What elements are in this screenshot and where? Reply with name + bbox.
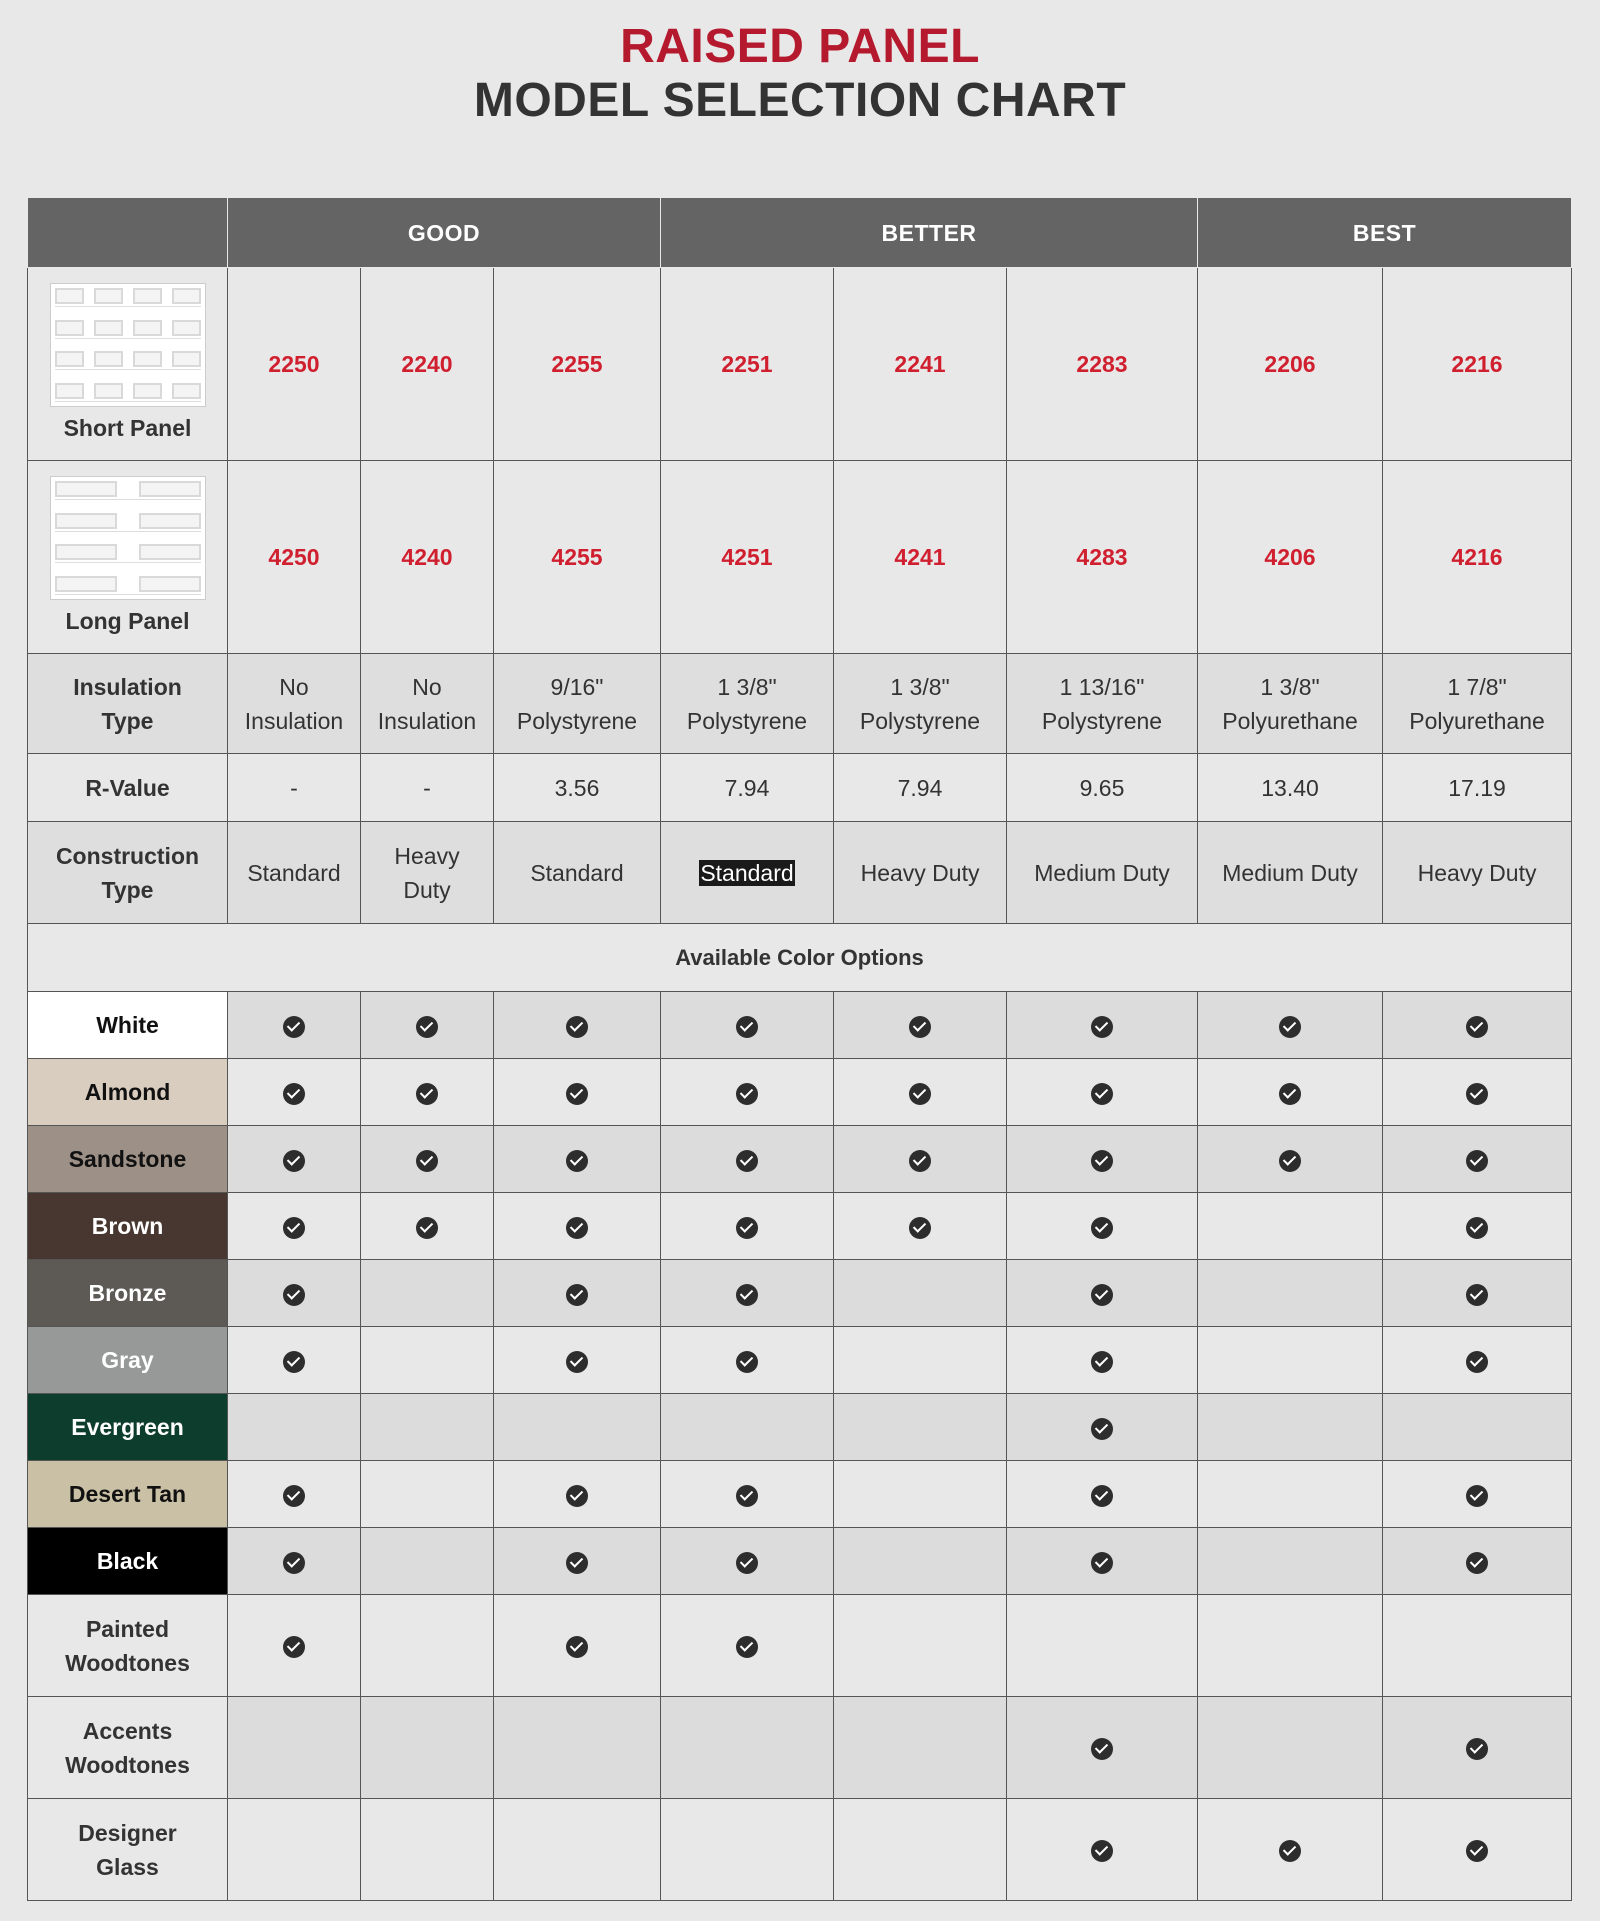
spec-value <box>361 654 494 754</box>
spec-value-text: Polystyrene <box>859 707 981 734</box>
availability-cell <box>361 1697 494 1799</box>
color-swatch <box>28 1193 228 1260</box>
spec-value-text: Standard <box>247 859 341 886</box>
spec-value <box>1007 654 1198 754</box>
spec-value-text: 7.94 <box>897 774 943 801</box>
availability-cell <box>228 1799 361 1901</box>
spec-value <box>494 822 661 924</box>
spec-value-text: 9.65 <box>1079 774 1125 801</box>
check-circle-icon <box>416 1016 438 1038</box>
availability-cell <box>661 1799 834 1901</box>
check-circle-icon <box>1091 1418 1113 1440</box>
availability-cell <box>834 1394 1007 1461</box>
check-circle-icon <box>736 1485 758 1507</box>
check-circle-icon <box>909 1217 931 1239</box>
spec-value-text: Heavy Duty <box>1417 859 1537 886</box>
availability-cell <box>1383 1327 1572 1394</box>
check-circle-icon <box>1466 1840 1488 1862</box>
availability-cell <box>494 1595 661 1697</box>
check-circle-icon <box>736 1016 758 1038</box>
spec-label-text: Type <box>101 876 154 903</box>
check-circle-icon <box>283 1284 305 1306</box>
availability-cell <box>228 1059 361 1126</box>
availability-cell <box>1007 1059 1198 1126</box>
spec-label <box>28 822 228 924</box>
availability-cell <box>1383 1059 1572 1126</box>
chart-title <box>0 0 1600 175</box>
availability-cell <box>228 992 361 1059</box>
check-circle-icon <box>283 1016 305 1038</box>
spec-value-text: 1 3/8" <box>1260 673 1320 700</box>
availability-cell <box>494 1528 661 1595</box>
spec-value-text: 9/16" <box>550 673 604 700</box>
spec-value <box>494 654 661 754</box>
model-number[interactable]: 4250 <box>228 461 361 654</box>
spec-value <box>228 654 361 754</box>
availability-cell <box>1007 1528 1198 1595</box>
availability-cell <box>1198 1059 1383 1126</box>
check-circle-icon <box>566 1636 588 1658</box>
availability-cell <box>661 1126 834 1193</box>
spec-value-text: Polyurethane <box>1222 707 1358 734</box>
color-name: Gray <box>101 1347 154 1373</box>
color-row <box>28 1327 1572 1394</box>
availability-cell <box>494 1394 661 1461</box>
spec-value <box>1383 754 1572 822</box>
spec-row <box>28 654 1572 754</box>
availability-cell <box>834 1697 1007 1799</box>
spec-value-text: Polystyrene <box>516 707 638 734</box>
spec-value-text: 1 3/8" <box>890 673 950 700</box>
color-row <box>28 1059 1572 1126</box>
model-selection-table <box>27 197 1572 1901</box>
color-row <box>28 1697 1572 1799</box>
check-circle-icon <box>566 1351 588 1373</box>
availability-cell <box>228 1327 361 1394</box>
color-name: Bronze <box>88 1280 167 1306</box>
spec-value-text: 1 13/16" <box>1059 673 1145 700</box>
spec-value-text: Polystyrene <box>686 707 808 734</box>
spec-value-text: Polyurethane <box>1409 707 1545 734</box>
short-panel-image <box>50 283 206 407</box>
model-number[interactable]: 2250 <box>228 268 361 461</box>
color-swatch <box>28 1327 228 1394</box>
title-line-1: RAISED PANEL <box>620 20 980 73</box>
model-number[interactable]: 2206 <box>1198 268 1383 461</box>
spec-value-text: No <box>412 673 442 700</box>
check-circle-icon <box>416 1150 438 1172</box>
check-circle-icon <box>1091 1150 1113 1172</box>
model-number[interactable]: 4206 <box>1198 461 1383 654</box>
availability-cell <box>661 992 834 1059</box>
availability-cell <box>1383 1394 1572 1461</box>
availability-cell <box>1198 1193 1383 1260</box>
check-circle-icon <box>1279 1083 1301 1105</box>
spec-value <box>834 654 1007 754</box>
check-circle-icon <box>1091 1217 1113 1239</box>
availability-cell <box>228 1461 361 1528</box>
availability-cell <box>834 1528 1007 1595</box>
spec-value-text: 1 7/8" <box>1447 673 1507 700</box>
spec-value-text: Duty <box>403 876 451 903</box>
check-circle-icon <box>1466 1284 1488 1306</box>
check-circle-icon <box>736 1552 758 1574</box>
availability-cell <box>1383 1461 1572 1528</box>
spec-value-text: 17.19 <box>1448 774 1506 801</box>
availability-cell <box>494 1461 661 1528</box>
availability-cell <box>361 1193 494 1260</box>
color-name: Accents <box>82 1717 173 1744</box>
tier-header-row <box>28 198 1572 268</box>
check-circle-icon <box>1091 1284 1113 1306</box>
availability-cell <box>1007 1697 1198 1799</box>
spec-label-text: Insulation <box>73 673 182 700</box>
availability-cell <box>228 1528 361 1595</box>
availability-cell <box>1007 1799 1198 1901</box>
availability-cell <box>361 1126 494 1193</box>
check-circle-icon <box>736 1636 758 1658</box>
availability-cell <box>1007 1327 1198 1394</box>
tier-header-good: GOOD <box>228 198 661 268</box>
spec-value <box>661 654 834 754</box>
availability-cell <box>361 1327 494 1394</box>
spec-label <box>28 754 228 822</box>
color-swatch <box>28 1059 228 1126</box>
availability-cell <box>228 1595 361 1697</box>
availability-cell <box>1198 1327 1383 1394</box>
color-row <box>28 1260 1572 1327</box>
spec-value <box>1383 822 1572 924</box>
availability-cell <box>1007 1394 1198 1461</box>
check-circle-icon <box>909 1083 931 1105</box>
availability-cell <box>1007 1126 1198 1193</box>
spec-value <box>228 754 361 822</box>
model-number[interactable]: 4216 <box>1383 461 1572 654</box>
check-circle-icon <box>1279 1840 1301 1862</box>
check-circle-icon <box>1466 1485 1488 1507</box>
check-circle-icon <box>283 1351 305 1373</box>
availability-cell <box>361 1461 494 1528</box>
color-name: Brown <box>91 1213 164 1239</box>
model-number[interactable]: 4241 <box>834 461 1007 654</box>
availability-cell <box>361 1528 494 1595</box>
model-number[interactable]: 4283 <box>1007 461 1198 654</box>
spec-value <box>1007 822 1198 924</box>
spec-value <box>361 822 494 924</box>
spec-value <box>1198 754 1383 822</box>
check-circle-icon <box>1091 1840 1113 1862</box>
color-name: Evergreen <box>71 1414 184 1440</box>
check-circle-icon <box>736 1083 758 1105</box>
availability-cell <box>361 1394 494 1461</box>
check-circle-icon <box>1466 1217 1488 1239</box>
availability-cell <box>1383 1799 1572 1901</box>
availability-cell <box>661 1528 834 1595</box>
availability-cell <box>361 1059 494 1126</box>
check-circle-icon <box>1091 1738 1113 1760</box>
check-circle-icon <box>1466 1083 1488 1105</box>
check-circle-icon <box>283 1083 305 1105</box>
spec-value-text: Heavy Duty <box>860 859 980 886</box>
color-swatch <box>28 992 228 1059</box>
availability-cell <box>1007 992 1198 1059</box>
long-panel-image <box>50 476 206 600</box>
model-number[interactable]: 4251 <box>661 461 834 654</box>
availability-cell <box>834 1193 1007 1260</box>
spec-label <box>28 654 228 754</box>
color-row <box>28 1394 1572 1461</box>
availability-cell <box>1198 1394 1383 1461</box>
check-circle-icon <box>1466 1738 1488 1760</box>
long-panel-head <box>28 461 228 654</box>
spec-label-text: Construction <box>55 842 200 869</box>
color-row <box>28 992 1572 1059</box>
highlighted-text: Standard <box>700 859 794 886</box>
availability-cell <box>834 992 1007 1059</box>
color-swatch <box>28 1394 228 1461</box>
check-circle-icon <box>736 1217 758 1239</box>
check-circle-icon <box>283 1636 305 1658</box>
availability-cell <box>834 1126 1007 1193</box>
color-row <box>28 1595 1572 1697</box>
check-circle-icon <box>566 1217 588 1239</box>
color-name: Painted <box>85 1615 170 1642</box>
spec-row <box>28 754 1572 822</box>
availability-cell <box>661 1595 834 1697</box>
color-name: Black <box>96 1548 159 1574</box>
availability-cell <box>661 1260 834 1327</box>
color-swatch <box>28 1799 228 1901</box>
spec-value-text: Insulation <box>377 707 477 734</box>
model-number[interactable]: 2283 <box>1007 268 1198 461</box>
spec-label-text: Type <box>101 707 154 734</box>
model-number[interactable]: 2216 <box>1383 268 1572 461</box>
spec-value <box>1007 754 1198 822</box>
availability-cell <box>228 1394 361 1461</box>
availability-cell <box>1383 1528 1572 1595</box>
availability-cell <box>1383 1193 1572 1260</box>
availability-cell <box>1198 1697 1383 1799</box>
availability-cell <box>494 1126 661 1193</box>
availability-cell <box>494 1260 661 1327</box>
check-circle-icon <box>736 1351 758 1373</box>
availability-cell <box>494 1059 661 1126</box>
availability-cell <box>834 1799 1007 1901</box>
color-options-header-row <box>28 924 1572 992</box>
spec-value <box>1383 654 1572 754</box>
availability-cell <box>661 1193 834 1260</box>
check-circle-icon <box>909 1150 931 1172</box>
availability-cell <box>361 1799 494 1901</box>
tier-header-best: BEST <box>1198 198 1572 268</box>
title-line-2: MODEL SELECTION CHART <box>473 74 1127 127</box>
color-name: Almond <box>84 1079 171 1105</box>
availability-cell <box>834 1260 1007 1327</box>
model-number[interactable]: 2255 <box>494 268 661 461</box>
check-circle-icon <box>416 1217 438 1239</box>
check-circle-icon <box>1091 1552 1113 1574</box>
availability-cell <box>834 1461 1007 1528</box>
spec-value <box>834 822 1007 924</box>
check-circle-icon <box>283 1150 305 1172</box>
model-number[interactable]: 4255 <box>494 461 661 654</box>
spec-value-text: - <box>290 774 298 801</box>
color-name: Glass <box>96 1853 159 1880</box>
model-number[interactable]: 4240 <box>361 461 494 654</box>
color-name: Woodtones <box>65 1649 190 1676</box>
check-circle-icon <box>1091 1351 1113 1373</box>
availability-cell <box>1383 1260 1572 1327</box>
availability-cell <box>1007 1595 1198 1697</box>
color-swatch <box>28 1126 228 1193</box>
availability-cell <box>494 1799 661 1901</box>
color-options-heading: Available Color Options <box>28 924 1572 992</box>
check-circle-icon <box>566 1284 588 1306</box>
check-circle-icon <box>1279 1016 1301 1038</box>
availability-cell <box>1383 1126 1572 1193</box>
availability-cell <box>1198 992 1383 1059</box>
check-circle-icon <box>566 1016 588 1038</box>
spec-label-text: R-Value <box>85 774 170 801</box>
color-swatch <box>28 1260 228 1327</box>
color-name: Woodtones <box>65 1751 190 1778</box>
availability-cell <box>1198 1595 1383 1697</box>
check-circle-icon <box>566 1485 588 1507</box>
short-panel-row <box>28 268 1572 461</box>
spec-value <box>1198 822 1383 924</box>
model-number[interactable]: 2240 <box>361 268 494 461</box>
spec-value-text: Insulation <box>244 707 344 734</box>
availability-cell <box>1198 1461 1383 1528</box>
availability-cell <box>661 1059 834 1126</box>
check-circle-icon <box>283 1552 305 1574</box>
availability-cell <box>361 1260 494 1327</box>
spec-value <box>228 822 361 924</box>
color-row <box>28 1461 1572 1528</box>
availability-cell <box>361 992 494 1059</box>
availability-cell <box>1383 992 1572 1059</box>
availability-cell <box>361 1595 494 1697</box>
check-circle-icon <box>416 1083 438 1105</box>
color-row <box>28 1528 1572 1595</box>
spec-value <box>1198 654 1383 754</box>
availability-cell <box>228 1193 361 1260</box>
color-swatch <box>28 1697 228 1799</box>
availability-cell <box>1007 1193 1198 1260</box>
spec-value <box>361 754 494 822</box>
availability-cell <box>1198 1528 1383 1595</box>
tier-header-better: BETTER <box>661 198 1198 268</box>
availability-cell <box>228 1260 361 1327</box>
check-circle-icon <box>1279 1150 1301 1172</box>
availability-cell <box>494 1193 661 1260</box>
check-circle-icon <box>283 1217 305 1239</box>
color-name: White <box>96 1012 159 1038</box>
color-row <box>28 1193 1572 1260</box>
spec-value-text: Heavy <box>394 842 460 869</box>
spec-value-text: 7.94 <box>724 774 770 801</box>
panel-label: Long Panel <box>65 608 190 634</box>
color-name: Designer <box>78 1819 177 1846</box>
spec-row <box>28 822 1572 924</box>
availability-cell <box>661 1697 834 1799</box>
availability-cell <box>1007 1260 1198 1327</box>
spec-value <box>661 822 834 924</box>
availability-cell <box>228 1126 361 1193</box>
spec-value-text: No <box>279 673 309 700</box>
check-circle-icon <box>283 1485 305 1507</box>
availability-cell <box>494 992 661 1059</box>
availability-cell <box>494 1327 661 1394</box>
availability-cell <box>1007 1461 1198 1528</box>
availability-cell <box>834 1595 1007 1697</box>
availability-cell <box>834 1059 1007 1126</box>
availability-cell <box>1198 1799 1383 1901</box>
availability-cell <box>1198 1126 1383 1193</box>
spec-value-text: Medium Duty <box>1034 859 1170 886</box>
spec-value-text: Polystyrene <box>1041 707 1163 734</box>
availability-cell <box>834 1327 1007 1394</box>
check-circle-icon <box>1466 1016 1488 1038</box>
spec-value-text: 13.40 <box>1261 774 1319 801</box>
color-row <box>28 1799 1572 1901</box>
color-name: Sandstone <box>68 1146 187 1172</box>
spec-value <box>834 754 1007 822</box>
check-circle-icon <box>566 1150 588 1172</box>
corner-cell <box>28 198 228 268</box>
color-name: Desert Tan <box>68 1481 187 1507</box>
spec-value <box>494 754 661 822</box>
check-circle-icon <box>1091 1485 1113 1507</box>
availability-cell <box>661 1394 834 1461</box>
availability-cell <box>661 1461 834 1528</box>
spec-value-text: Medium Duty <box>1222 859 1358 886</box>
color-swatch <box>28 1461 228 1528</box>
short-panel-head <box>28 268 228 461</box>
check-circle-icon <box>1091 1083 1113 1105</box>
spec-value <box>661 754 834 822</box>
color-swatch <box>28 1528 228 1595</box>
spec-value-text: 1 3/8" <box>717 673 777 700</box>
check-circle-icon <box>736 1284 758 1306</box>
spec-value-text: 3.56 <box>554 774 600 801</box>
check-circle-icon <box>566 1552 588 1574</box>
check-circle-icon <box>566 1083 588 1105</box>
model-number[interactable]: 2241 <box>834 268 1007 461</box>
check-circle-icon <box>909 1016 931 1038</box>
availability-cell <box>494 1697 661 1799</box>
check-circle-icon <box>1466 1150 1488 1172</box>
spec-value-text: Standard <box>530 859 624 886</box>
spec-value-text: - <box>423 774 431 801</box>
availability-cell <box>228 1697 361 1799</box>
availability-cell <box>661 1327 834 1394</box>
model-number[interactable]: 2251 <box>661 268 834 461</box>
check-circle-icon <box>1466 1351 1488 1373</box>
check-circle-icon <box>736 1150 758 1172</box>
long-panel-row <box>28 461 1572 654</box>
availability-cell <box>1198 1260 1383 1327</box>
check-circle-icon <box>1466 1552 1488 1574</box>
color-row <box>28 1126 1572 1193</box>
panel-label: Short Panel <box>63 415 192 441</box>
availability-cell <box>1383 1697 1572 1799</box>
color-swatch <box>28 1595 228 1697</box>
availability-cell <box>1383 1595 1572 1697</box>
check-circle-icon <box>1091 1016 1113 1038</box>
